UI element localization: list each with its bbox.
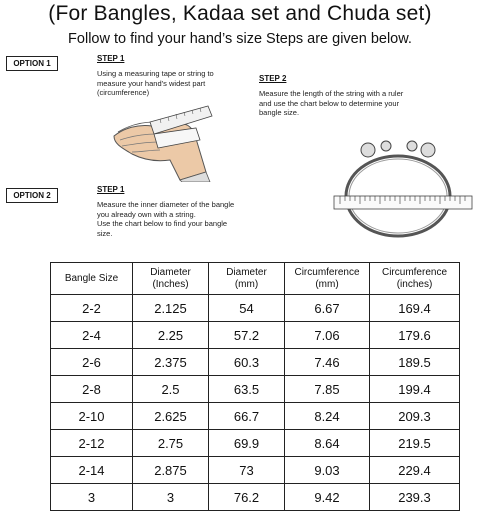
table-cell: 2-10: [51, 403, 133, 430]
table-cell: 7.85: [285, 376, 370, 403]
option-1-step-1-heading: STEP 1: [97, 54, 125, 63]
table-cell: 54: [209, 295, 285, 322]
option-2-step-1-text: Measure the inner diameter of the bangle you already own with a string. Use the chart below to find your bangle size.: [97, 200, 235, 238]
table-row: [51, 403, 460, 430]
table-cell: 2.25: [133, 322, 209, 349]
table-cell: 2-6: [51, 349, 133, 376]
table-cell: 73: [209, 457, 285, 484]
table-cell: 239.3: [370, 484, 460, 511]
table-cell: 7.46: [285, 349, 370, 376]
table-cell: 219.5: [370, 430, 460, 457]
table-cell: 2-2: [51, 295, 133, 322]
table-cell: 2.125: [133, 295, 209, 322]
table-row: [51, 430, 460, 457]
table-row: [51, 349, 460, 376]
table-cell: 2.5: [133, 376, 209, 403]
table-cell: 2.625: [133, 403, 209, 430]
table-cell: 9.42: [285, 484, 370, 511]
table-cell: 8.24: [285, 403, 370, 430]
table-cell: 2-4: [51, 322, 133, 349]
option-1-label: OPTION 1: [6, 56, 58, 71]
table-cell: 229.4: [370, 457, 460, 484]
table-header-row: [51, 263, 460, 295]
table-cell: 6.67: [285, 295, 370, 322]
header-circumference-inches: Circumference (inches): [370, 263, 460, 295]
table-cell: 3: [51, 484, 133, 511]
table-cell: 76.2: [209, 484, 285, 511]
option-2-label: OPTION 2: [6, 188, 58, 203]
header-diameter-inches: Diameter (Inches): [133, 263, 209, 295]
table-cell: 9.03: [285, 457, 370, 484]
option-1-step-2-text: Measure the length of the string with a ruler and use the chart below to determine your bangle size.: [259, 89, 404, 117]
table-cell: 63.5: [209, 376, 285, 403]
table-row: [51, 322, 460, 349]
option-1-step-1-text: Using a measuring tape or string to measure your hand’s widest part (circumference): [97, 69, 214, 97]
table-cell: 179.6: [370, 322, 460, 349]
table-row: [51, 484, 460, 511]
table-row: [51, 457, 460, 484]
table-cell: 2-12: [51, 430, 133, 457]
table-cell: 2-14: [51, 457, 133, 484]
page-subtitle: Follow to find your hand’s size Steps are given below.: [68, 31, 412, 47]
header-diameter-mm: Diameter (mm): [209, 263, 285, 295]
table-cell: 2-8: [51, 376, 133, 403]
option-1-step-2-heading: STEP 2: [259, 74, 287, 83]
table-row: [51, 295, 460, 322]
table-cell: 169.4: [370, 295, 460, 322]
table-cell: 8.64: [285, 430, 370, 457]
table-cell: 2.875: [133, 457, 209, 484]
hand-measuring-tape-icon: [110, 102, 220, 182]
table-row: [51, 376, 460, 403]
header-circumference-mm: Circumference (mm): [285, 263, 370, 295]
table-cell: 209.3: [370, 403, 460, 430]
table-cell: 66.7: [209, 403, 285, 430]
table-cell: 7.06: [285, 322, 370, 349]
table-cell: 57.2: [209, 322, 285, 349]
table-cell: 2.75: [133, 430, 209, 457]
option-2-step-1-heading: STEP 1: [97, 185, 125, 194]
bangle-on-ruler-icon: [328, 138, 474, 238]
table-cell: 69.9: [209, 430, 285, 457]
table-cell: 3: [133, 484, 209, 511]
page-title: (For Bangles, Kadaa set and Chuda set): [48, 2, 432, 25]
header-bangle-size: Bangle Size: [51, 263, 133, 295]
table-cell: 60.3: [209, 349, 285, 376]
bangle-size-table: [50, 262, 460, 511]
table-cell: 2.375: [133, 349, 209, 376]
table-cell: 189.5: [370, 349, 460, 376]
table-cell: 199.4: [370, 376, 460, 403]
